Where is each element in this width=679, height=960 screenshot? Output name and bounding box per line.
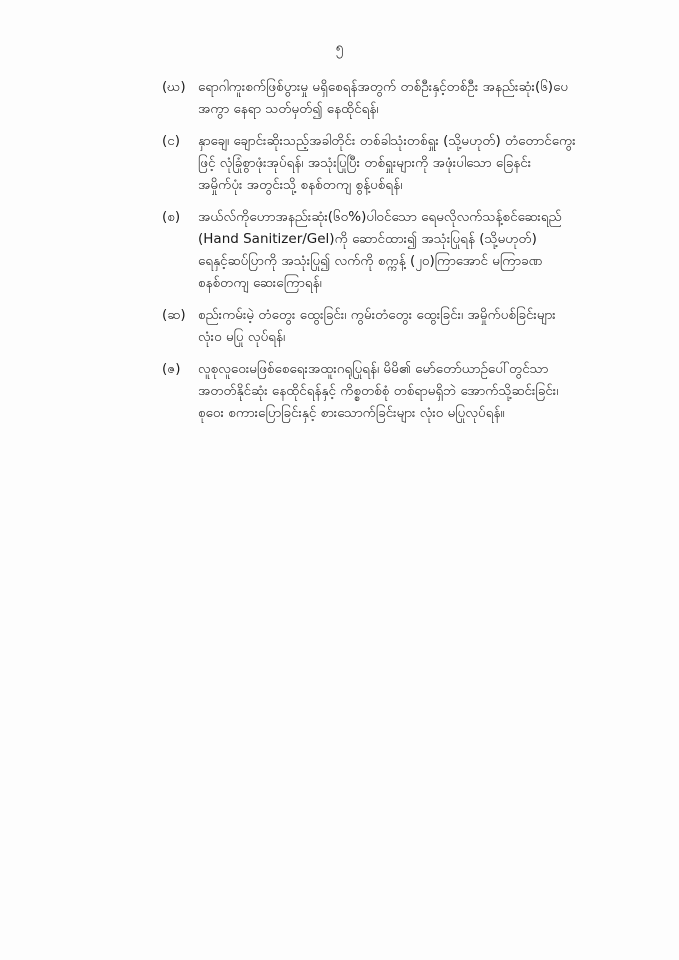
text-line: အကွာ နေရာ သတ်မှတ်၍ နေထိုင်ရန်၊	[198, 101, 379, 117]
text-line: ရောဂါကူးစက်ဖြစ်ပွားမှု မရှိစေရန်အတွက် တစ်ဦးနှင့်တစ်ဦး အနည်းဆုံး(၆)ပေ	[198, 79, 569, 95]
list-item	[162, 304, 622, 348]
item-marker: (ဇ)	[162, 361, 181, 377]
text-line: အမှိုက်ပုံး အတွင်းသို့ စနစ်တကျ စွန့်ပစ်ရန်၊	[198, 177, 403, 193]
item-text	[198, 76, 622, 120]
item-text	[198, 304, 622, 348]
text-line: လုံးဝ မပြု လုပ်ရန်၊	[198, 329, 286, 345]
page-number: ၅	[335, 40, 344, 56]
text-line: နှာချေ၊ ချောင်းဆိုးသည့်အခါတိုင်း တစ်ခါသုံးတစ်ရှူး (သို့မဟုတ်) တံတောင်ကွေး	[198, 133, 576, 149]
text-line: ရေနှင့်ဆပ်ပြာကို အသုံးပြု၍ လက်ကို စက္ကန့် (၂၀)ကြာအောင် မကြာခဏ	[198, 253, 543, 269]
item-marker: (င)	[162, 133, 181, 149]
text-line: စနစ်တကျ ဆေးကြောရန်၊	[198, 275, 322, 291]
item-marker: (ဆ)	[162, 307, 186, 323]
list-item	[162, 358, 622, 424]
list-item	[162, 206, 622, 294]
list-item	[162, 130, 622, 196]
item-text	[198, 358, 622, 424]
text-line: စည်းကမ်းမဲ့ တံတွေး ထွေးခြင်း၊ ကွမ်းတံတွေး ထွေးခြင်း၊ အမှိုက်ပစ်ခြင်းများ	[198, 307, 556, 323]
text-line: အယ်လ်ကိုဟောအနည်းဆုံး(၆၀%)ပါဝင်သော ရေမလိုလက်သန့်စင်ဆေးရည်	[198, 209, 562, 225]
text-line: အတတ်နိုင်ဆုံး နေထိုင်ရန်နှင့် ကိစ္စတစ်စုံ တစ်ရာမရှိဘဲ အောက်သို့ဆင်းခြင်း၊	[198, 383, 559, 399]
text-line: လူစုလူဝေးမဖြစ်စေရေးအထူးဂရုပြုရန်၊ မိမိ၏ မော်တော်ယာဉ်ပေါ်တွင်သာ	[198, 361, 549, 377]
item-marker: (ဃ)	[162, 79, 186, 95]
item-text	[198, 206, 622, 294]
text-line: ဖြင့် လုံခြုံစွာဖုံးအုပ်ရန်၊ အသုံးပြုပြီး တစ်ရှူးများကို အဖုံးပါသော ခြေနင်း	[198, 155, 532, 171]
list-item	[162, 76, 622, 120]
instruction-list	[162, 76, 622, 434]
text-line: စုဝေး စကားပြောခြင်းနှင့် စားသောက်ခြင်းများ လုံးဝ မပြုလုပ်ရန်။	[198, 405, 505, 421]
item-text	[198, 130, 622, 196]
item-marker: (စ)	[162, 209, 181, 225]
text-line: (Hand Sanitizer/Gel)ကို ဆောင်ထား၍ အသုံးပြုရန် (သို့မဟုတ်)	[198, 231, 537, 247]
